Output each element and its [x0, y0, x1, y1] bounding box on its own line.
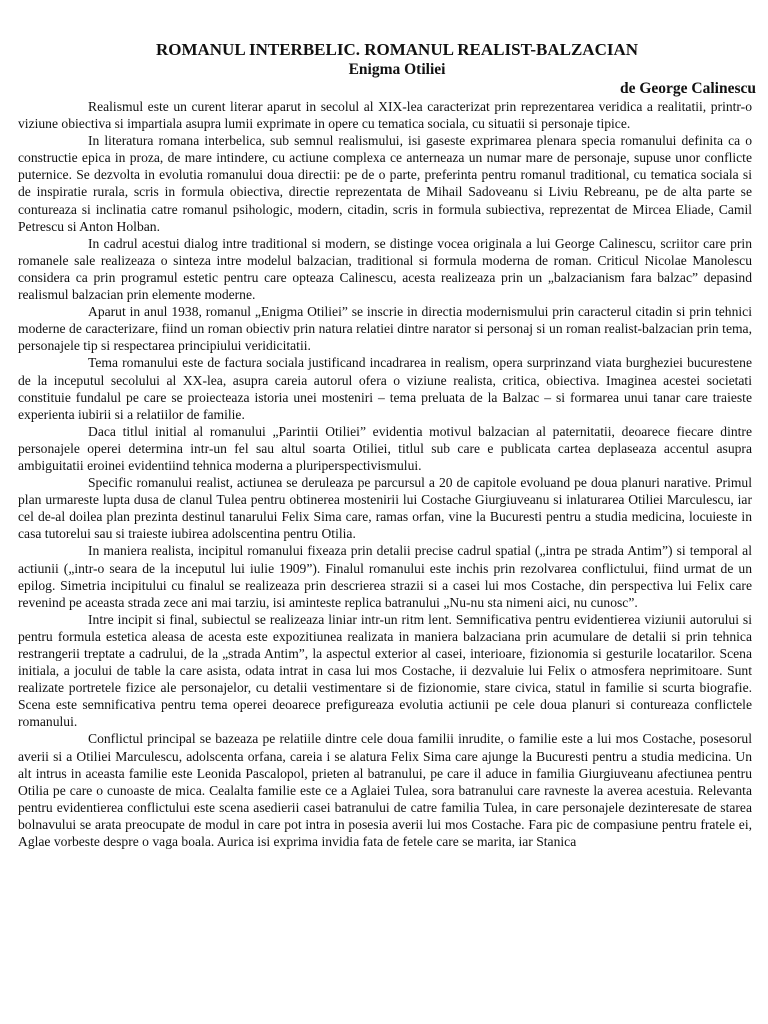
paragraph-publication: Aparut in anul 1938, romanul „Enigma Otiliei” se inscrie in directia modernismului prin caracterul citadin si prin tehnici moderne de caracterizare, fiind un roman obiectiv prin natura relatiei dintre narator si personaj si un roman realist-balzacian prin tema, personajele tip si respectarea principiului veridicitatii. — [18, 304, 752, 354]
document-title: ROMANUL INTERBELIC. ROMANUL REALIST-BALZACIAN — [155, 40, 639, 59]
paragraph-title: Daca titlul initial al romanului „Parintii Otiliei” evidentia motivul balzacian al paternitatii, deoarece fiecare dintre personajele operei determina intr-un fel sau altul soarta Otiliei, titlul sub care e publicata cartea deplaseaza accentul asupra ambiguitatii eroinei evidentiind tehnica moderna a pluriperspectivismului. — [18, 423, 752, 473]
paragraph-exposition: Intre incipit si final, subiectul se realizeaza liniar intr-un ritm lent. Semnificativa pentru evidentierea viziunii autorului si pentru formula estetica aleasa de acesta este expozitiunea realizata in maniera balzaciana prin acumulare de detalii si prin tehnica restrangerii treptate a cadrului, de la „strada Antim”, la aspectul exterior al casei, interioare, fizionomia si gesturile locatarilor. Scena initiala, a jocului de table la care asista, odata intrat in casa lui mos Costache, ii dezvaluie lui Felix o atmosfera neprimitoare. Sunt realizate portretele fizice ale personajelor, cu detalii vestimentare si de fizionomie, stare civica, statul in familie si scurta biografie. Scena este semnificativa pentru tema operei deoarece prefigureaza evolutia actiunii pe cele doua planuri si contureaza conflictele romanului. — [18, 611, 752, 730]
paragraph-realism: Realismul este un curent literar aparut in secolul al XIX-lea caracterizat prin reprezentarea veridica a realitatii, printr-o viziune obiectiva si impartiala asupra lumii exprimate in opere cu tematica sociala, cu situatii si personaje tipice. — [18, 99, 752, 132]
document-author: de George Calinescu — [619, 80, 756, 97]
paragraph-theme: Tema romanului este de factura sociala justificand incadrarea in realism, opera surprinzand viata burgheziei bucurestene de la inceputul secolului al XX-lea, asupra careia autorul ofera o viziune realista, critica, obiectiva. Imaginea acestei societati constituie fundalul pe care se proiecteaza istoria unei mosteniri – tema preluata de la Balzac – si formarea unui tanar care traieste experienta iubirii si a relatiilor de familie. — [18, 355, 752, 422]
paragraph-incipit-final: In maniera realista, incipitul romanului fixeaza prin detalii precise cadrul spatial („intra pe strada Antim”) si temporal al actiunii („intr-o seara de la inceputul lui iulie 1909”). Finalul romanului este inchis prin rezolvarea conflictului, fiind urmat de un epilog. Simetria incipitului cu finalul se realizeaza prin descrierea strazii si a casei lui mos Costache, din perspectiva lui Felix care revenind pe aceasta strada zece ani mai tarziu, isi aminteste replica batranului „Nu-nu sta nimeni aici, nu cunosc”. — [18, 543, 752, 610]
paragraph-calinescu-voice: In cadrul acestui dialog intre traditional si modern, se distinge vocea originala a lui George Calinescu, scriitor care prin romanele sale realizeaza o sinteza intre modelul balzacian, traditional si formula moderna de roman. Criticul Nicolae Manolescu considera ca prin programul estetic pentru care opteaza Calinescu, acesta realizeaza prin un „balzacianism fara balzac” depasind realismul balzacian prin elemente moderne. — [18, 235, 752, 303]
paragraph-conflict: Conflictul principal se bazeaza pe relatiile dintre cele doua familii inrudite, o familie este a lui mos Costache, posesorul averii si a Otiliei Marculescu, adolscenta orfana, careia i se alatura Felix Sima care ajunge la Bucuresti pentru a studia medicina. Un alt intrus in aceasta familie este Leonida Pascalopol, prieten al batranului, pe care il aduce in familia Giurgiuveanu afectiunea pentru Otilia pe care o cunoaste de mica. Cealalta familie este ce a Aglaiei Tulea, sora batranului care ravneste la averea acestuia. Relevanta pentru evidentierea conflictului este scena asedierii casei batranului de catre familia Tulea, in care personajele dezinteresate de starea bolnavului se arata preocupate de modul in care pot intra in posesia averii lui mos Costache. Fara pic de compasiune pentru fratele ei, Aglae vorbeste despre o vaga boala. Aurica isi exprima invidia fata de fetele care se marita, iar Stanica — [18, 731, 752, 850]
document-subtitle: Enigma Otiliei — [348, 61, 446, 78]
paragraph-action-plans: Specific romanului realist, actiunea se deruleaza pe parcursul a 20 de capitole evoluand pe doua planuri narative. Primul plan urmareste lupta dusa de clanul Tulea pentru obtinerea mostenirii lui Costache Giurgiuveanu si inlaturarea Otiliei Marculescu, iar cel de-al doilea plan prezinta destinul tanarului Felix Sima care, ramas orfan, vine la Bucuresti pentru a studia medicina, locuieste in casa tutorelui sau si traieste iubirea adolscentina pentru Otilia. — [18, 475, 752, 542]
paragraph-interwar-literature: In literatura romana interbelica, sub semnul realismului, isi gaseste exprimarea plenara specia romanului definita ca o constructie epica in proza, de mare intindere, cu actiune complexa ce anterneaza un numar mare de personaje, supuse unor conflicte puternice. Se dezvolta in evolutia romanului doua directii: pe de o parte, preferinta pentru romanul traditional, cu tematica sociala si de inspiratie rurala, scris in formula obiectiva, directie reprezentata de Mihail Sadoveanu si Liviu Rebreanu, pe de alta parte se contureaza si inclinatia catre romanul psihologic, modern, citadin, scris in formula subiectiva, reprezentat de Mircea Eliade, Camil Petrescu si Anton Holban. — [18, 133, 752, 234]
document-body — [18, 98, 752, 850]
